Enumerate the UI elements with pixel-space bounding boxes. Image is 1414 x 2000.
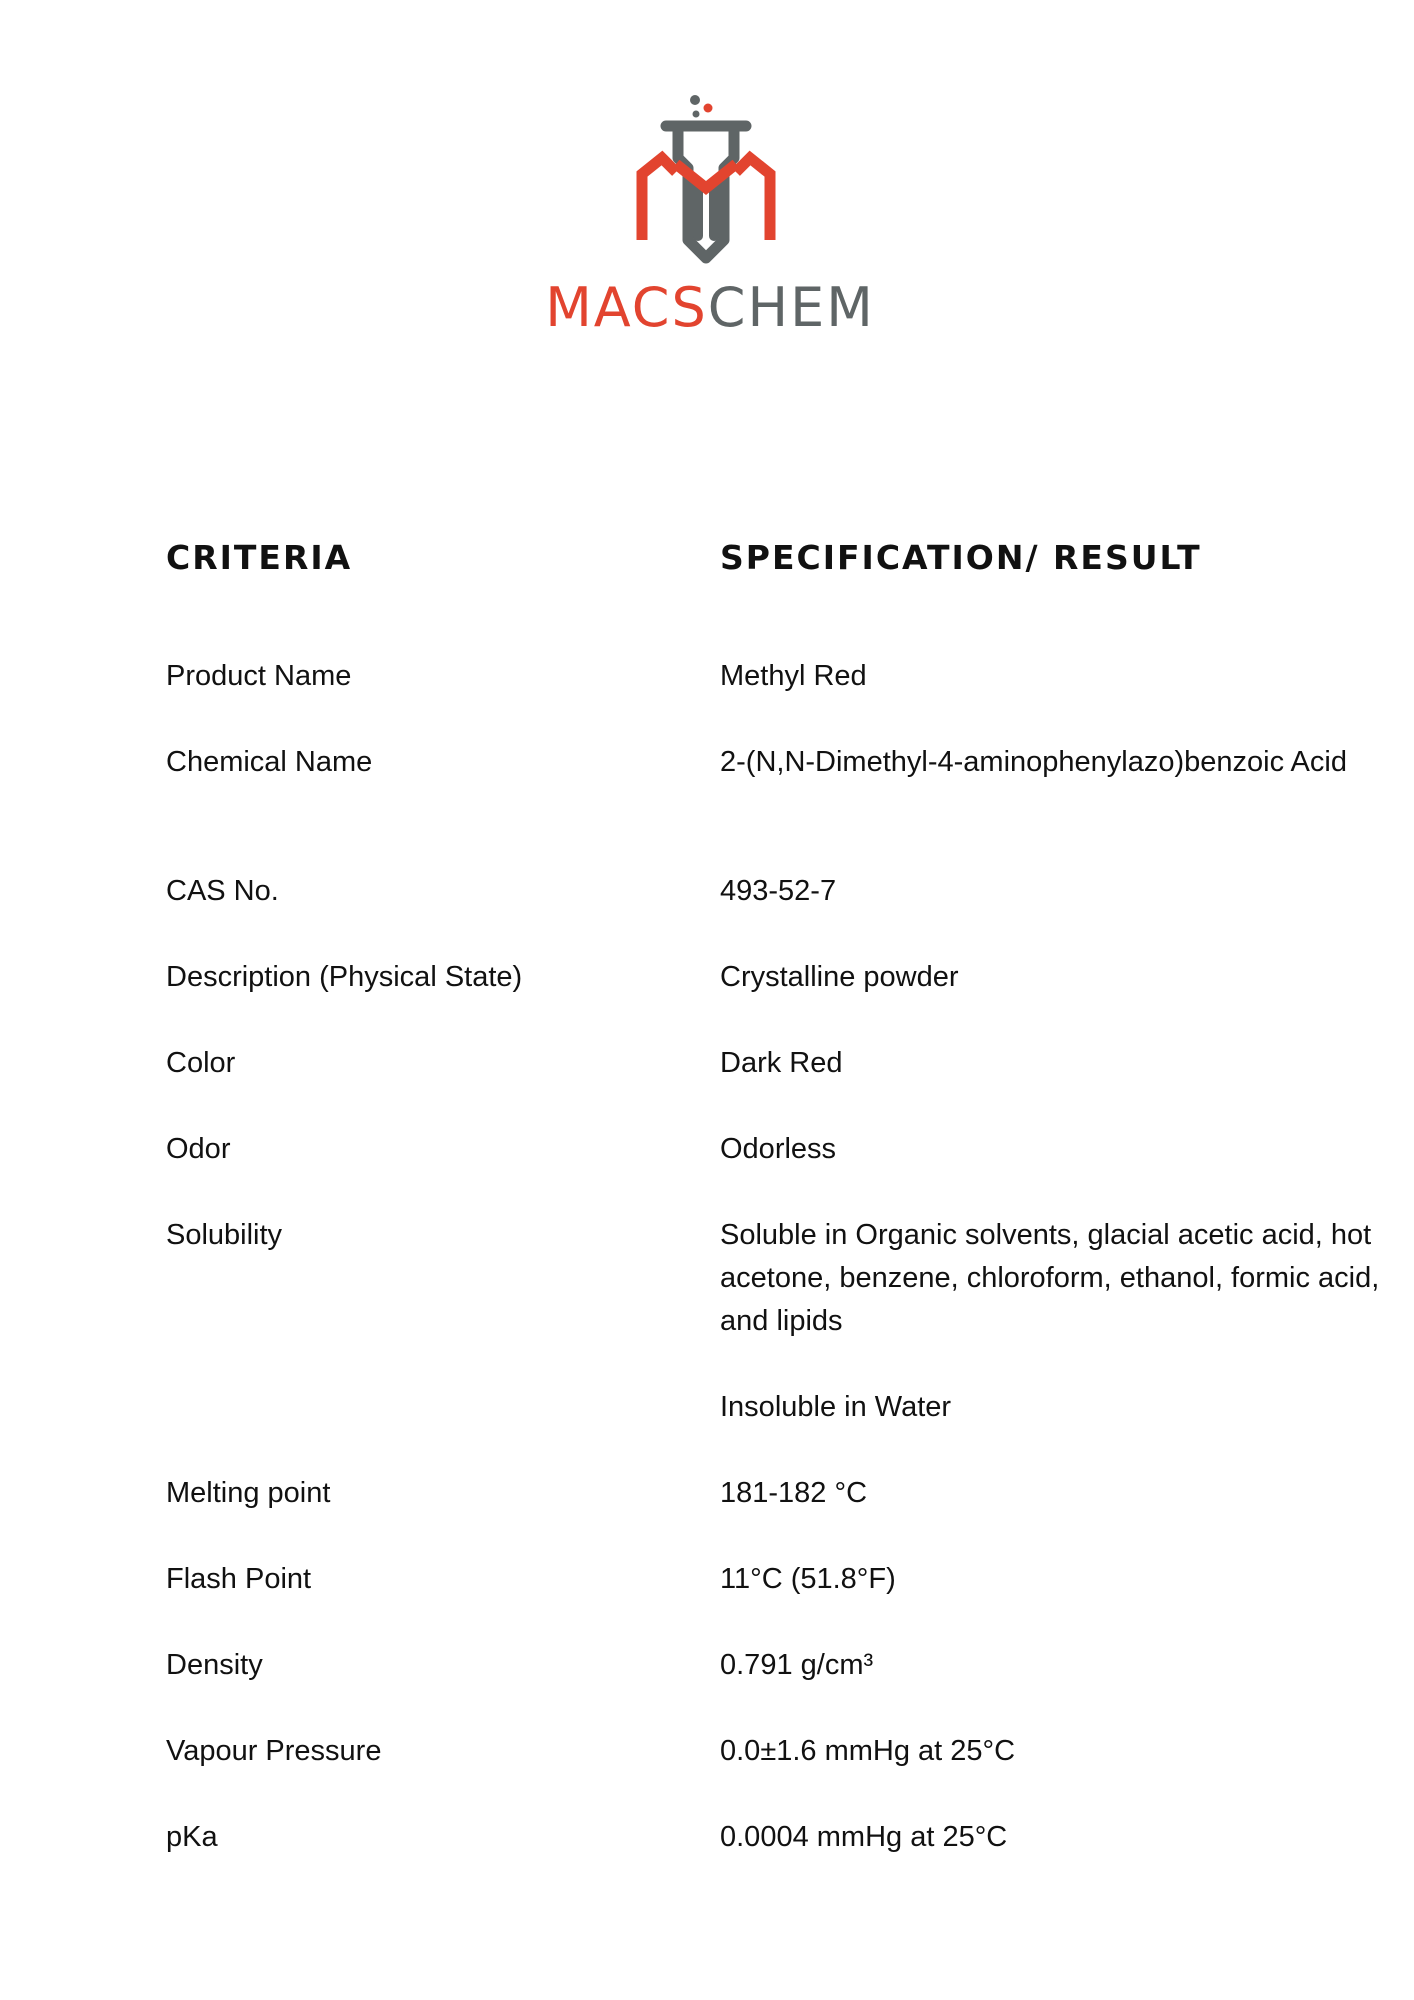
criteria-cell: Density bbox=[166, 1649, 263, 1681]
spec-text: 181-182 °C bbox=[720, 1477, 868, 1509]
brand-wordmark bbox=[500, 276, 920, 339]
spec-text: Methyl Red bbox=[720, 660, 867, 692]
specification-header: SPECIFICATION/ RESULT bbox=[720, 538, 1202, 577]
spec-cell bbox=[720, 1730, 1380, 1773]
criteria-header: CRITERIA bbox=[166, 538, 353, 577]
criteria-cell: Description (Physical State) bbox=[166, 961, 523, 993]
criteria-cell: pKa bbox=[166, 1821, 218, 1853]
spec-cell bbox=[720, 870, 1380, 913]
spec-cell bbox=[720, 1558, 1380, 1601]
spec-cell bbox=[720, 1644, 1380, 1687]
criteria-cell: Product Name bbox=[166, 660, 352, 692]
criteria-cell: CAS No. bbox=[166, 875, 279, 907]
spec-text: 0.791 g/cm³ bbox=[720, 1649, 874, 1681]
spec-cell bbox=[720, 1042, 1380, 1085]
spec-text: Odorless bbox=[720, 1133, 837, 1165]
spec-text: 0.0±1.6 mmHg at 25°C bbox=[720, 1735, 1016, 1767]
spec-text: Dark Red bbox=[720, 1047, 843, 1079]
spec-cell bbox=[720, 956, 1380, 999]
criteria-cell: Vapour Pressure bbox=[166, 1735, 382, 1767]
spec-cell bbox=[720, 655, 1380, 698]
spec-cell bbox=[720, 741, 1380, 784]
spec-cell bbox=[720, 1214, 1380, 1429]
spec-cell bbox=[720, 1128, 1380, 1171]
spec-text: 2-(N,N-Dimethyl-4-aminophenylazo)benzoic Acid bbox=[720, 746, 1347, 778]
criteria-cell: Odor bbox=[166, 1133, 231, 1165]
criteria-cell: Solubility bbox=[166, 1219, 283, 1251]
spec-text: 493-52-7 bbox=[720, 875, 837, 907]
criteria-cell: Chemical Name bbox=[166, 746, 373, 778]
company-logo bbox=[500, 92, 920, 352]
criteria-cell: Color bbox=[166, 1047, 236, 1079]
criteria-cell: Melting point bbox=[166, 1477, 331, 1509]
spec-text: 0.0004 mmHg at 25°C bbox=[720, 1821, 1008, 1853]
criteria-cell: Flash Point bbox=[166, 1563, 312, 1595]
spec-cell bbox=[720, 1816, 1380, 1859]
brand-name-part1: MACS bbox=[545, 276, 708, 339]
spec-text: Soluble in Organic solvents, glacial acetic acid, hot acetone, benzene, chloroform, ethanol, formic acid, and lipids bbox=[720, 1219, 1380, 1337]
spec-text: Crystalline powder bbox=[720, 961, 959, 993]
spec-text: 11°C (51.8°F) bbox=[720, 1563, 896, 1595]
spec-cell bbox=[720, 1472, 1380, 1515]
spec-text: Insoluble in Water bbox=[720, 1391, 952, 1423]
flask-logo-icon bbox=[636, 92, 776, 268]
brand-name-part2: CHEM bbox=[707, 276, 875, 339]
